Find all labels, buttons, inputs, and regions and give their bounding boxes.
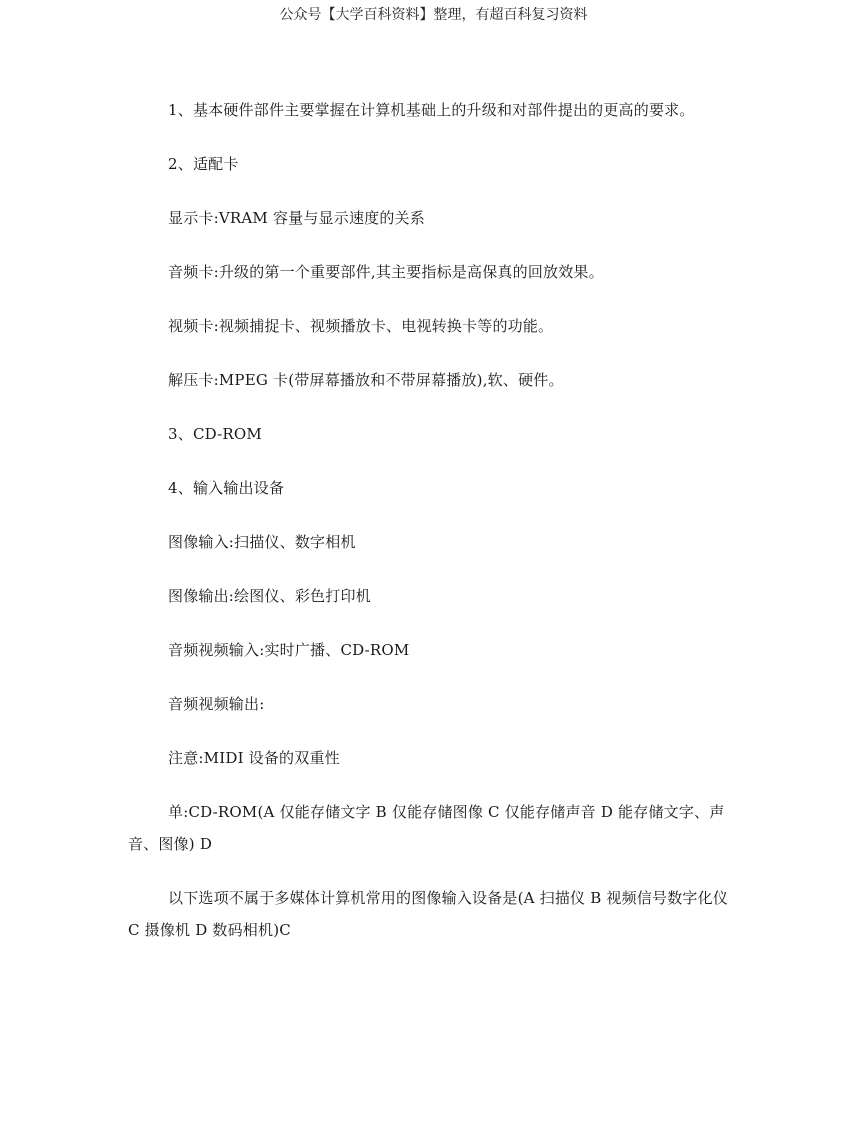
paragraph-midi-note: 注意:MIDI 设备的双重性 [168, 749, 340, 767]
paragraph-io-heading: 4、输入输出设备 [168, 479, 285, 497]
paragraph-av-input: 音频视频输入:实时广播、CD-ROM [168, 641, 410, 659]
paragraph-audio-card: 音频卡:升级的第一个重要部件,其主要指标是高保真的回放效果。 [168, 263, 604, 281]
page-header: 公众号【大学百科资料】整理，有超百科复习资料 [279, 7, 588, 23]
paragraph-capture-card: 视频卡:视频捕捉卡、视频播放卡、电视转换卡等的功能。 [168, 317, 554, 335]
paragraph-hardware-intro: 1、基本硬件部件主要掌握在计算机基础上的升级和对部件提出的更高的要求。 [168, 101, 695, 119]
paragraph-av-output: 音频视频输出: [168, 695, 265, 713]
document-body [128, 94, 728, 968]
paragraph-image-input: 图像输入:扫描仪、数字相机 [168, 533, 356, 551]
paragraph-question-cdrom: 单:CD-ROM(A 仅能存储文字 B 仅能存储图像 C 仅能存储声音 D 能存储文字、声音、图像) D [128, 803, 725, 853]
paragraph-image-output: 图像输出:绘图仪、彩色打印机 [168, 587, 371, 605]
paragraph-video-card: 显示卡:VRAM 容量与显示速度的关系 [168, 209, 425, 227]
paragraph-adapter-heading: 2、适配卡 [168, 155, 239, 173]
paragraph-question-image-input: 以下选项不属于多媒体计算机常用的图像输入设备是(A 扫描仪 B 视频信号数字化仪 C 摄像机 D 数码相机)C [128, 889, 729, 939]
paragraph-cdrom-heading: 3、CD-ROM [168, 425, 262, 443]
paragraph-decoder-card: 解压卡:MPEG 卡(带屏幕播放和不带屏幕播放),软、硬件。 [168, 371, 564, 389]
